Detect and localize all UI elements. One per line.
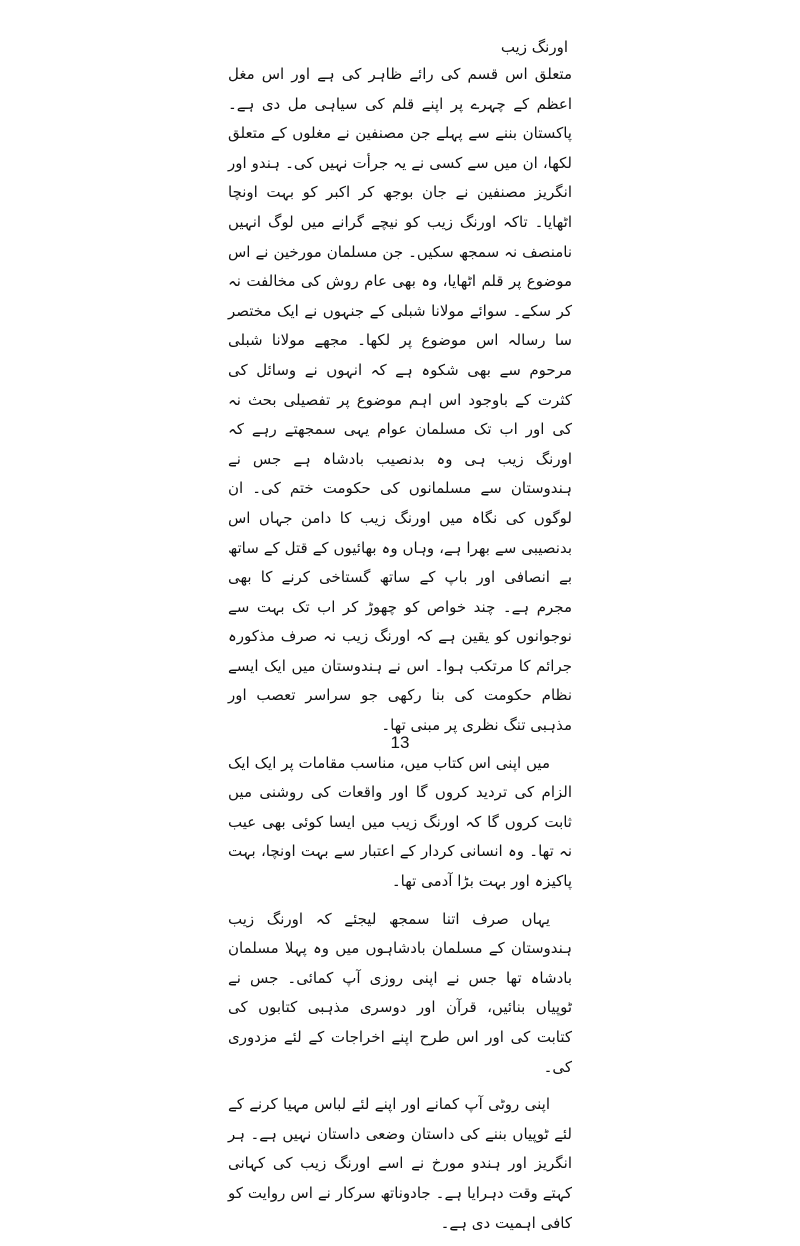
running-header: اورنگ زیب (500, 38, 568, 56)
body-text (228, 60, 572, 1246)
paragraph-4: اپنی روٹی آپ کمانے اور اپنے لئے لباس مہیا کرنے کے لئے ٹوپیاں بننے کی داستان وضعی داستان نہیں ہے۔ ہر انگریز اور ہندو مورخ نے اسے اورنگ زیب کی کہانی کہتے وقت دہرایا ہے۔ جادوناتھ سرکار نے اس روایت کو کافی اہمیت دی ہے۔ (228, 1095, 572, 1232)
paragraph-3: یہاں صرف اتنا سمجھ لیجئے کہ اورنگ زیب ہندوستان کے مسلمان بادشاہوں میں وہ پہلا مسلمان بادشاہ تھا جس نے اپنی روزی آپ کمائی۔ جس نے ٹوپیاں بنائیں، قرآن اور دوسری مذہبی کتابوں کی کتابت کی اور اس طرح اپنے اخراجات کے لئے مزدوری کی۔ (228, 909, 572, 1076)
paragraph-1: متعلق اس قسم کی رائے ظاہر کی ہے اور اس مغل اعظم کے چہرے پر اپنے قلم کی سیاہی مل دی ہے۔ پاکستان بننے سے پہلے جن مصنفین نے مغلوں کے متعلق لکھا، ان میں سے کسی نے یہ جرأت نہیں کی۔ ہندو اور انگریز مصنفین نے جان بوجھ کر اکبر کو بہت اونچا اٹھایا۔ تاکہ اورنگ زیب کو نیچے گرانے میں لوگ انہیں نامنصف نہ سمجھ سکیں۔ جن مسلمان مورخین نے اس موضوع پر قلم اٹھایا، وہ بھی عام روش کی مخالفت نہ کر سکے۔ سوائے مولانا شبلی کے جنہوں نے ایک مختصر سا رسالہ اس موضوع پر لکھا۔ مجھے مولانا شبلی مرحوم سے بھی شکوہ ہے کہ انہوں نے وسائل کی کثرت کے باوجود اس اہم موضوع پر تفصیلی بحث نہ کی اور اب تک مسلمان عوام یہی سمجھتے رہے کہ اورنگ زیب ہی وہ بدنصیب بادشاہ ہے جس نے ہندوستان سے مسلمانوں کی حکومت ختم کی۔ ان لوگوں کی نگاہ میں اورنگ زیب کا دامن جہاں اس بدنصیبی سے بھرا ہے، وہاں وہ بھائیوں کے قتل کے ساتھ بے انصافی اور باپ کے ساتھ گستاخی کرنے کا بھی مجرم ہے۔ چند خواص کو چھوڑ کر اب تک بہت سے نوجوانوں کو یقین ہے کہ اورنگ زیب نہ صرف مذکورہ جرائم کا مرتکب ہوا۔ اس نے ہندوستان میں ایک ایسے نظام حکومت کی بنا رکھی جو سراسر تعصب اور مذہبی تنگ نظری پر مبنی تھا۔ (228, 65, 572, 735)
paragraph-2: میں اپنی اس کتاب میں، مناسب مقامات پر ایک ایک الزام کی تردید کروں گا اور واقعات کی روشنی میں ثابت کروں گا کہ اورنگ زیب میں ایسا کوئی بھی عیب نہ تھا۔ وہ انسانی کردار کے اعتبار سے بہت اونچا، بہت پاکیزہ اور بہت بڑا آدمی تھا۔ (228, 753, 572, 891)
page-number: 13 (390, 733, 410, 752)
